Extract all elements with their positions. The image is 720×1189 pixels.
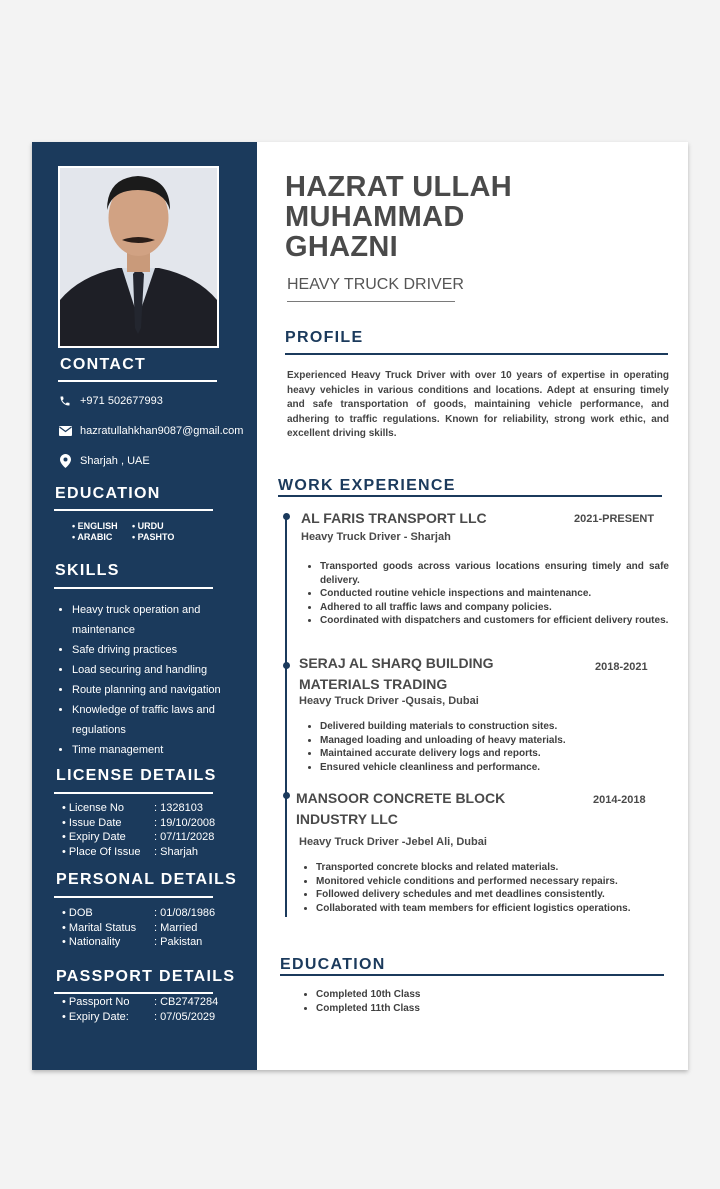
skill-item: • Safe driving practices — [72, 640, 252, 660]
license-key: • License No — [62, 801, 154, 816]
language-item: • ENGLISH — [72, 521, 132, 531]
skill-item: • Route planning and navigation — [72, 680, 252, 700]
license-heading: LICENSE DETAILS — [56, 767, 217, 784]
skills-heading: SKILLS — [55, 562, 120, 579]
duty-item: • Monitored vehicle conditions and performed necessary repairs. — [316, 875, 665, 889]
name-line: GHAZNI — [285, 231, 398, 263]
personal-value: : 01/08/1986 — [154, 907, 216, 919]
job-role: Heavy Truck Driver -Jebel Ali, Dubai — [299, 836, 487, 848]
duty-item: • Transported concrete blocks and related materials. — [316, 861, 665, 875]
passport-value: : 07/05/2029 — [154, 1010, 216, 1023]
candidate-name — [285, 172, 512, 262]
duty-item: • Collaborated with team members for efficient logistics operations. — [316, 902, 665, 916]
job-years: 2014-2018 — [593, 794, 646, 806]
contact-rule — [58, 380, 217, 382]
passport-key: • Expiry Date: — [62, 1010, 154, 1025]
education-rule — [280, 974, 664, 976]
duty-item: • Maintained accurate delivery logs and reports. — [320, 747, 669, 761]
personal-rule — [54, 896, 213, 898]
education-side-rule — [54, 509, 213, 511]
job-duties — [301, 560, 669, 628]
resume-page — [32, 142, 688, 1070]
education-list — [297, 988, 616, 1015]
duty-item: • Followed delivery schedules and met deadlines consistently. — [316, 888, 665, 902]
license-row — [62, 801, 215, 816]
personal-key: • Marital Status — [62, 921, 154, 936]
skill-item: • Load securing and handling — [72, 660, 252, 680]
duty-item: • Conducted routine vehicle inspections and maintenance. — [320, 587, 669, 601]
job-company: AL FARIS TRANSPORT LLC — [301, 510, 487, 526]
passport-value: : CB2747284 — [154, 996, 219, 1008]
passport-key: • Passport No — [62, 995, 154, 1010]
skills-rule — [54, 587, 213, 589]
personal-details — [62, 906, 215, 950]
sidebar — [32, 142, 257, 1070]
passport-heading: PASSPORT DETAILS — [56, 968, 236, 985]
profile-rule — [285, 353, 668, 355]
job-duties — [301, 720, 669, 774]
personal-row — [62, 935, 215, 950]
duty-item: • Adhered to all traffic laws and company policies. — [320, 601, 669, 615]
license-row — [62, 830, 215, 845]
license-key: • Issue Date — [62, 816, 154, 831]
work-rule — [278, 495, 662, 497]
name-line: HAZRAT ULLAH — [285, 171, 512, 203]
language-item: • URDU — [132, 521, 202, 531]
education-side-heading: EDUCATION — [55, 485, 161, 502]
license-rule — [54, 792, 213, 794]
license-row — [62, 845, 215, 860]
job-role: Heavy Truck Driver -Qusais, Dubai — [299, 695, 479, 707]
phone-text[interactable]: +971 502677993 — [80, 395, 163, 407]
profile-heading: PROFILE — [285, 329, 364, 346]
license-row — [62, 816, 215, 831]
license-key: • Place Of Issue — [62, 845, 154, 860]
skill-item: • Heavy truck operation and maintenance — [72, 600, 252, 640]
language-list — [72, 521, 212, 542]
profile-photo — [58, 166, 219, 348]
job-company: MANSOOR CONCRETE BLOCK INDUSTRY LLC — [296, 790, 506, 827]
profile-text: Experienced Heavy Truck Driver with over 10 years of expertise in operating heavy vehicles in various conditions and locations. Adept at ensuring timely and safe transportation of goods, maintaining vehicle performance, and adhering to traffic regulations. Known for reliability, strong work ethic, and excellent driving skills. — [287, 370, 669, 439]
skill-item: • Time management — [72, 740, 252, 760]
license-details — [62, 801, 215, 859]
location-icon — [58, 454, 72, 468]
main-content — [257, 142, 688, 1070]
license-value: : 07/11/2028 — [154, 831, 215, 843]
timeline-dot — [283, 513, 290, 520]
work-heading: WORK EXPERIENCE — [278, 477, 456, 494]
personal-value: : Married — [154, 921, 198, 934]
name-line: MUHAMMAD — [285, 201, 465, 233]
education-item: • Completed 11th Class — [316, 1002, 616, 1016]
skill-item: • Knowledge of traffic laws and regulations — [72, 700, 252, 740]
license-value: : 19/10/2008 — [154, 816, 216, 829]
license-key: • Expiry Date — [62, 830, 154, 845]
job-company: SERAJ AL SHARQ BUILDING MATERIALS TRADING — [299, 655, 494, 692]
personal-row — [62, 906, 215, 921]
job-title: HEAVY TRUCK DRIVER — [287, 276, 464, 293]
passport-row — [62, 995, 218, 1010]
duty-item: • Delivered building materials to construction sites. — [320, 720, 669, 734]
location-text: Sharjah , UAE — [80, 455, 150, 467]
education-heading: EDUCATION — [280, 956, 386, 973]
job-years: 2021-PRESENT — [574, 513, 655, 525]
personal-value: : Pakistan — [154, 936, 203, 948]
email-icon — [58, 424, 72, 438]
passport-row — [62, 1010, 218, 1025]
personal-heading: PERSONAL DETAILS — [56, 871, 238, 888]
language-item: • ARABIC — [72, 532, 132, 542]
passport-rule — [54, 992, 213, 994]
job-duties — [297, 861, 665, 915]
timeline-dot — [283, 662, 290, 669]
timeline-line — [285, 515, 287, 917]
personal-row — [62, 921, 215, 936]
phone-icon — [58, 394, 72, 408]
license-value: : 1328103 — [154, 802, 203, 814]
skills-list — [60, 600, 252, 760]
personal-key: • Nationality — [62, 935, 154, 950]
contact-email — [58, 424, 243, 438]
duty-item: • Managed loading and unloading of heavy materials. — [320, 734, 669, 748]
education-item: • Completed 10th Class — [316, 988, 616, 1002]
job-years: 2018-2021 — [595, 661, 648, 673]
license-value: : Sharjah — [154, 845, 199, 858]
duty-item: • Ensured vehicle cleanliness and performance. — [320, 761, 669, 775]
duty-item: • Coordinated with dispatchers and customers for efficient delivery routes. — [320, 614, 669, 628]
personal-key: • DOB — [62, 906, 154, 921]
email-text[interactable]: hazratullahkhan9087@gmail.com — [80, 425, 244, 437]
duty-item: • Transported goods across various locations ensuring timely and safe delivery. — [320, 560, 669, 587]
language-item: • PASHTO — [132, 532, 202, 542]
contact-location — [58, 454, 150, 468]
title-rule — [287, 301, 455, 302]
job-role: Heavy Truck Driver - Sharjah — [301, 531, 451, 543]
passport-details — [62, 995, 218, 1024]
timeline-dot — [283, 792, 290, 799]
contact-heading: CONTACT — [60, 356, 147, 373]
contact-phone — [58, 394, 163, 408]
